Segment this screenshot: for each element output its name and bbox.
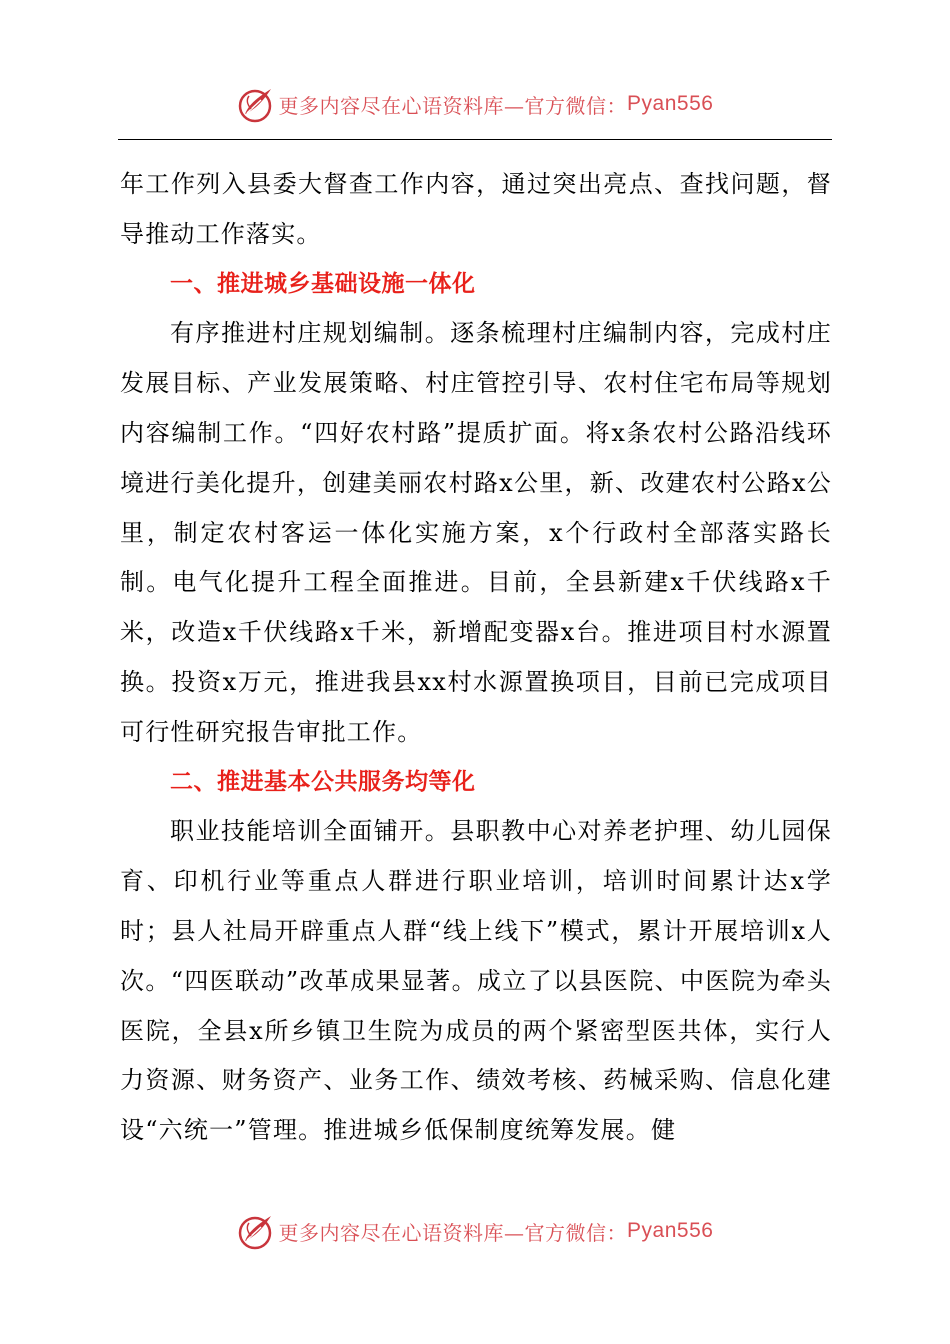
header-wechat-id: Pyan556 — [627, 92, 714, 115]
footer-banner — [0, 1211, 950, 1251]
header-banner — [0, 84, 950, 124]
header-banner-text: 更多内容尽在心语资料库—官方微信： — [278, 93, 628, 118]
paragraph-infrastructure: 有序推进村庄规划编制。逐条梳理村庄编制内容，完成村庄发展目标、产业发展策略、村庄管控引导、农村住宅布局等规划内容编制工作。“四好农村路”提质扩面。将x条农村公路沿线环境进行美化提升，创建美丽农村路x公里，新、改建农村公路x公里，制定农村客运一体化实施方案，x个行政村全部落实路长制。电气化提升工程全面推进。目前，全县新建x千伏线路x千米，改造x千伏线路x千米，新增配变器x台。推进项目村水源置换。投资x万元，推进我县xx村水源置换项目，目前已完成项目可行性研究报告审批工作。 — [120, 319, 832, 746]
footer-wechat-id: Pyan556 — [627, 1219, 714, 1242]
section-heading-2: 二、推进基本公共服务均等化 — [170, 768, 476, 795]
footer-banner-text: 更多内容尽在心语资料库—官方微信： — [278, 1220, 628, 1245]
header-divider — [118, 139, 832, 140]
pen-logo-icon — [237, 1211, 277, 1251]
paragraph-public-services: 职业技能培训全面铺开。县职教中心对养老护理、幼儿园保育、印机行业等重点人群进行职业培训，培训时间累计达x学时；县人社局开辟重点人群“线上线下”模式，累计开展培训x人次。“四医联动”改革成果显著。成立了以县医院、中医院为牵头医院，全县x所乡镇卫生院为成员的两个紧密型医共体，实行人力资源、财务资产、业务工作、绩效考核、药械采购、信息化建设“六统一”管理。推进城乡低保制度统筹发展。健 — [120, 817, 832, 1145]
document-body — [120, 160, 832, 1156]
pen-logo-icon — [237, 84, 277, 124]
section-heading-1: 一、推进城乡基础设施一体化 — [170, 270, 476, 297]
paragraph-continuation: 年工作列入县委大督查工作内容，通过突出亮点、查找问题，督导推动工作落实。 — [120, 170, 832, 248]
